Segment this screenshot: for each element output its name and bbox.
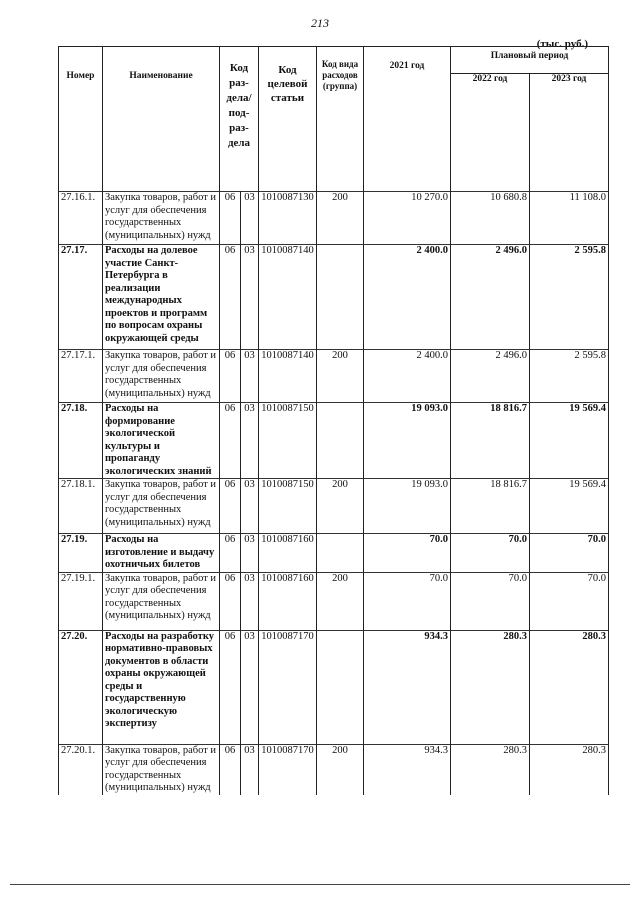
row-expense-type	[317, 630, 364, 744]
table-row	[59, 479, 609, 534]
table-row	[59, 350, 609, 403]
row-name: Расходы на формирование экологической культуры и пропаганду экологических знаний	[103, 403, 220, 479]
header-2023: 2023 год	[530, 73, 609, 191]
bottom-rule	[10, 884, 630, 885]
row-subsection: 03	[241, 245, 259, 350]
row-name: Расходы на долевое участие Санкт-Петербурга в реализации международных проектов и программ по вопросам охраны окружающей среды	[103, 245, 220, 350]
row-number: 27.17.1.	[59, 350, 103, 403]
row-number: 27.18.1.	[59, 479, 103, 534]
row-value-2021: 2 400.0	[364, 245, 451, 350]
row-number: 27.17.	[59, 245, 103, 350]
row-section: 06	[220, 630, 241, 744]
row-name: Закупка товаров, работ и услуг для обеспечения государственных (муниципальных) нужд	[103, 192, 220, 245]
row-target: 1010087160	[259, 534, 317, 573]
row-value-2022: 280.3	[451, 744, 530, 795]
row-subsection: 03	[241, 350, 259, 403]
row-number: 27.20.1.	[59, 744, 103, 795]
table-row	[59, 245, 609, 350]
row-value-2021: 934.3	[364, 630, 451, 744]
row-value-2021: 10 270.0	[364, 192, 451, 245]
row-name: Расходы на разработку нормативно-правовых документов в области охраны окружающей среды и государственную экологическую экспертизу	[103, 630, 220, 744]
row-name: Закупка товаров, работ и услуг для обеспечения государственных (муниципальных) нужд	[103, 744, 220, 795]
row-name: Расходы на изготовление и выдачу охотничьих билетов	[103, 534, 220, 573]
header-2022: 2022 год	[451, 73, 530, 191]
row-value-2022: 2 496.0	[451, 245, 530, 350]
row-expense-type: 200	[317, 744, 364, 795]
row-value-2023: 11 108.0	[530, 192, 609, 245]
header-expense: Код вида расходов (группа)	[317, 47, 364, 192]
row-subsection: 03	[241, 479, 259, 534]
row-section: 06	[220, 350, 241, 403]
row-value-2023: 2 595.8	[530, 350, 609, 403]
table-row	[59, 403, 609, 479]
row-number: 27.16.1.	[59, 192, 103, 245]
row-value-2022: 18 816.7	[451, 479, 530, 534]
header-plan-period: Плановый период	[451, 47, 609, 74]
row-value-2021: 70.0	[364, 572, 451, 630]
row-target: 1010087140	[259, 245, 317, 350]
row-value-2022: 70.0	[451, 534, 530, 573]
row-value-2022: 2 496.0	[451, 350, 530, 403]
row-value-2022: 70.0	[451, 572, 530, 630]
row-target: 1010087130	[259, 192, 317, 245]
row-value-2023: 280.3	[530, 744, 609, 795]
header-section: Код раз- дела/ под- раз- дела	[220, 47, 259, 192]
header-target: Код целевой статьи	[259, 47, 317, 192]
header-2021: 2021 год	[364, 47, 451, 192]
row-target: 1010087160	[259, 572, 317, 630]
row-name: Закупка товаров, работ и услуг для обеспечения государственных (муниципальных) нужд	[103, 572, 220, 630]
header-name: Наименование	[103, 47, 220, 192]
row-value-2023: 70.0	[530, 534, 609, 573]
row-value-2021: 19 093.0	[364, 479, 451, 534]
row-expense-type	[317, 403, 364, 479]
row-number: 27.19.	[59, 534, 103, 573]
row-section: 06	[220, 245, 241, 350]
row-expense-type: 200	[317, 479, 364, 534]
row-target: 1010087150	[259, 479, 317, 534]
row-value-2023: 70.0	[530, 572, 609, 630]
row-value-2023: 19 569.4	[530, 479, 609, 534]
row-target: 1010087170	[259, 744, 317, 795]
row-number: 27.20.	[59, 630, 103, 744]
row-value-2021: 19 093.0	[364, 403, 451, 479]
row-name: Закупка товаров, работ и услуг для обеспечения государственных (муниципальных) нужд	[103, 350, 220, 403]
table-row	[59, 534, 609, 573]
row-value-2021: 934.3	[364, 744, 451, 795]
row-number: 27.19.1.	[59, 572, 103, 630]
row-subsection: 03	[241, 744, 259, 795]
row-target: 1010087170	[259, 630, 317, 744]
row-subsection: 03	[241, 403, 259, 479]
row-value-2023: 280.3	[530, 630, 609, 744]
row-expense-type: 200	[317, 350, 364, 403]
row-value-2022: 18 816.7	[451, 403, 530, 479]
row-value-2022: 280.3	[451, 630, 530, 744]
row-target: 1010087140	[259, 350, 317, 403]
row-target: 1010087150	[259, 403, 317, 479]
table-row	[59, 572, 609, 630]
row-expense-type: 200	[317, 572, 364, 630]
row-value-2023: 2 595.8	[530, 245, 609, 350]
row-section: 06	[220, 744, 241, 795]
table-row	[59, 744, 609, 795]
row-expense-type	[317, 534, 364, 573]
row-name: Закупка товаров, работ и услуг для обеспечения государственных (муниципальных) нужд	[103, 479, 220, 534]
row-number: 27.18.	[59, 403, 103, 479]
table-row	[59, 192, 609, 245]
unit-label: (тыс. руб.)	[536, 38, 588, 50]
row-section: 06	[220, 479, 241, 534]
row-expense-type	[317, 245, 364, 350]
row-section: 06	[220, 534, 241, 573]
row-subsection: 03	[241, 630, 259, 744]
row-value-2021: 70.0	[364, 534, 451, 573]
header-number: Номер	[59, 47, 103, 192]
row-value-2022: 10 680.8	[451, 192, 530, 245]
table-row	[59, 630, 609, 744]
row-expense-type: 200	[317, 192, 364, 245]
row-subsection: 03	[241, 534, 259, 573]
row-subsection: 03	[241, 192, 259, 245]
row-section: 06	[220, 572, 241, 630]
page-number: 213	[311, 16, 329, 30]
budget-table	[58, 46, 609, 795]
row-section: 06	[220, 403, 241, 479]
row-value-2021: 2 400.0	[364, 350, 451, 403]
header-row	[59, 47, 609, 74]
row-subsection: 03	[241, 572, 259, 630]
table-body	[59, 192, 609, 795]
row-section: 06	[220, 192, 241, 245]
row-value-2023: 19 569.4	[530, 403, 609, 479]
